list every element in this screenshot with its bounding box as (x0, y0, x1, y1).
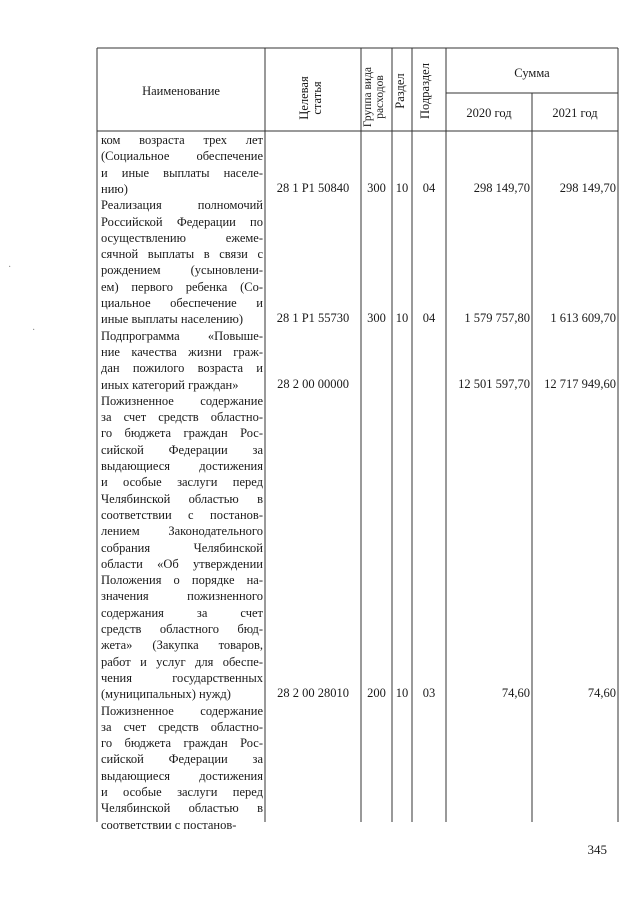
row-name-line: соответствии с постанов- (101, 817, 237, 832)
header-subsection-label: Подраздел (418, 63, 432, 119)
row-name-line: за счет средств областно- (101, 410, 263, 425)
subsection-code: 04 (422, 180, 436, 195)
header-section-label: Раздел (393, 73, 407, 109)
row-name-line: осуществлению ежеме- (101, 230, 263, 245)
row-name-line: собрания Челябинской (101, 540, 263, 555)
amount-2020: 298 149,70 (473, 180, 530, 195)
row-name-line: го бюджета граждан Рос- (101, 426, 263, 441)
row-name-line: циальное обеспечение и (101, 296, 263, 310)
row-name-line: жета» (Закупка товаров, (101, 638, 263, 653)
row-name-line: ем) первого ребенка (Со- (101, 279, 263, 294)
row-name-line: дан пожилого возраста и (101, 361, 263, 376)
row-name-line: го бюджета граждан Рос- (101, 736, 263, 751)
row-name-line: Челябинской областью в (101, 801, 263, 816)
header-expense-group-label: Группа вида расходов (362, 66, 386, 128)
row-name-line: чения государственных (101, 670, 263, 685)
row-name-line: соответствии с постанов- (101, 507, 263, 522)
row-name-line: содержания за счет (101, 605, 263, 620)
row-name-line: Челябинской областью в (101, 491, 263, 506)
row-name-line: значения пожизненного (101, 589, 263, 604)
row-name-line: сячной выплаты в связи с (101, 247, 263, 262)
row-name-line: и иные выплаты населе- (101, 165, 263, 180)
header-target-label: Целевая статья (297, 76, 324, 120)
header-target (298, 62, 328, 134)
amount-2021: 74,60 (587, 686, 616, 701)
row-name-line: иных категорий граждан» (101, 377, 239, 392)
row-name-line: области «Об утверждении (101, 556, 263, 571)
row-name-line: иные выплаты населению) (101, 312, 244, 327)
row-name-line: лением Законодательного (101, 524, 263, 539)
row-name-line: нию) (101, 181, 128, 196)
row-name-line: (Социальное обеспечение (101, 149, 263, 164)
header-section (394, 56, 410, 126)
header-year-2020: 2020 год (466, 106, 512, 120)
section-code: 10 (395, 180, 409, 195)
header-name: Наименование (142, 84, 220, 98)
row-name-line: рождением (усыновлени- (101, 263, 263, 278)
header-sum: Сумма (514, 66, 550, 80)
row-name-line: (муниципальных) нужд) (101, 687, 231, 702)
row-name-line: за счет средств областно- (101, 719, 263, 734)
row-name-line: работ и услуг для обеспе- (101, 654, 263, 669)
margin-mark: · (32, 325, 36, 336)
row-name-line: Положения о порядке на- (101, 573, 263, 588)
amount-2021: 1 613 609,70 (550, 311, 616, 326)
subsection-code: 03 (422, 686, 436, 701)
row-name-line: ком возраста трех лет (101, 133, 263, 147)
margin-mark: · (8, 262, 12, 273)
row-name-line: выдающиеся достижения (101, 459, 263, 473)
amount-2021: 12 717 949,60 (544, 376, 616, 391)
page-number: 345 (587, 842, 607, 857)
target-code: 28 1 P1 50840 (276, 180, 350, 195)
row-name-line: Пожизненное содержание (101, 703, 263, 718)
row-name-line: Реализация полномочий (101, 198, 263, 213)
target-code: 28 1 P1 55730 (276, 311, 350, 326)
amount-2021: 298 149,70 (559, 180, 616, 195)
row-name-line: сийской Федерации за (101, 442, 263, 457)
section-code: 10 (395, 686, 409, 701)
row-name-line: Российской Федерации по (101, 214, 263, 229)
subsection-code: 04 (422, 311, 436, 326)
row-name-line: и особые заслуги перед (101, 785, 263, 799)
header-expense-group (362, 61, 392, 133)
target-code: 28 2 00 28010 (277, 686, 349, 701)
header-year-2021: 2021 год (552, 106, 598, 120)
header-subsection (419, 54, 435, 128)
row-name-line: выдающиеся достижения (101, 768, 263, 783)
row-name-line: Подпрограмма «Повыше- (101, 328, 263, 343)
expense-group: 300 (367, 180, 386, 195)
row-name-line: Пожизненное содержание (101, 393, 263, 408)
target-code: 28 2 00 00000 (277, 376, 349, 391)
expense-group: 300 (367, 311, 386, 326)
row-name-line: ние качества жизни граж- (101, 344, 263, 359)
row-name-line: и особые заслуги перед (101, 475, 263, 490)
amount-2020: 1 579 757,80 (464, 311, 530, 326)
amount-2020: 12 501 597,70 (458, 376, 530, 391)
row-name-line: средств областного бюд- (101, 622, 263, 636)
section-code: 10 (395, 311, 409, 326)
expense-group: 200 (367, 686, 386, 701)
row-name-line: сийской Федерации за (101, 752, 263, 767)
amount-2020: 74,60 (501, 686, 530, 701)
